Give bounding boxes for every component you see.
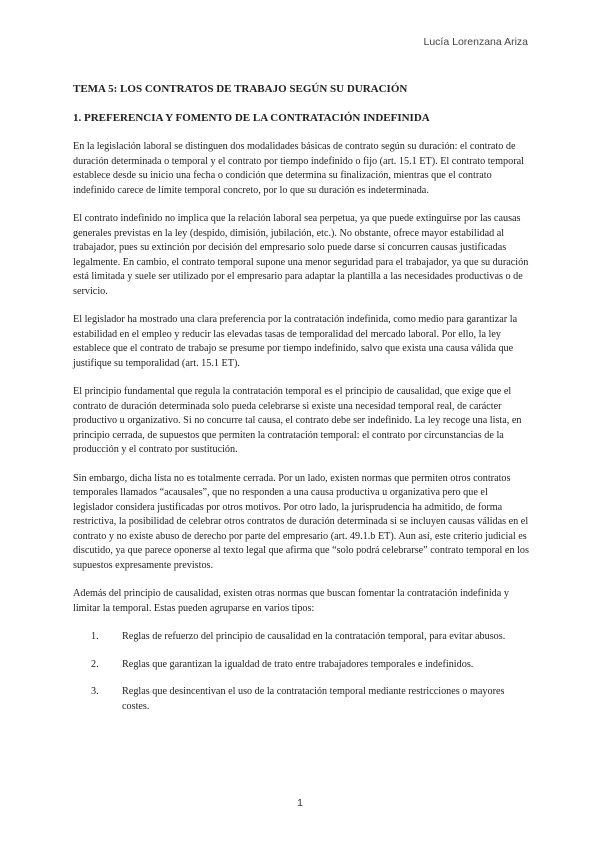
section-title: 1. PREFERENCIA Y FOMENTO DE LA CONTRATACIÓN INDEFINIDA [73,112,430,124]
list-item [73,658,529,673]
document-body [73,82,529,727]
header-author: Lucía Lorenzana Ariza [423,36,528,48]
list-item-number: 3. [91,686,99,697]
list-item [73,630,529,645]
numbered-list [73,630,529,714]
paragraph-1: En la legislación laboral se distinguen dos modalidades básicas de contrato según su duración: el contrato de duración determinada o temporal y el contrato por tiempo indefinido o fijo (art. 15.1 ET). El contrato temporal establece desde su inicio una fecha o condición que determina su finalización, mientras que el contrato indefinido carece de límite temporal concreto, por lo que su duración es indeterminada. [73,141,524,196]
paragraph-5: Sin embargo, dicha lista no es totalmente cerrada. Por un lado, existen normas que permiten otros contratos temporales llamados “acausales”, que no responden a una causa productiva u organizativa pero que el legislador considera justificadas por otros motivos. Por otro lado, la jurisprudencia ha admitido, de forma restrictiva, la posibilidad de celebrar otros contratos de duración determinada si se incluyen causas válidas en el contrato y no existe abuso de derecho por parte del empresario (art. 49.1.b ET). Aun así, este criterio judicial es discutido, ya que parece oponerse al texto legal que afirma que “solo podrá celebrarse” contrato temporal en los supuestos expresamente previstos. [73,472,529,571]
paragraph-6: Además del principio de causalidad, existen otras normas que buscan fomentar la contratación indefinida y limitar la temporal. Estas pueden agruparse en varios tipos: [73,588,509,614]
paragraph-4: El principio fundamental que regula la contratación temporal es el principio de causalidad, que exige que el contrato de duración determinada solo pueda celebrarse si existe una necesidad temporal real, de carácter productivo u organizativo. Si no concurre tal causa, el contrato debe ser indefinido. La ley recoge una lista, en principio cerrada, de supuestos que permiten la contratación temporal: el contrato por circunstancias de la producción y el contrato por sustitución. [73,386,522,455]
list-item-number: 2. [91,658,99,670]
list-item-text: Reglas que desincentivan el uso de la contratación temporal mediante restricciones o mayores costes. [122,686,505,712]
list-item-text: Reglas de refuerzo del principio de causalidad en la contratación temporal, para evitar abusos. [122,631,506,642]
list-item [73,685,529,714]
page-number: 1 [297,797,303,809]
list-item-number: 1. [91,631,99,642]
document-title: TEMA 5: LOS CONTRATOS DE TRABAJO SEGÚN SU DURACIÓN [73,83,408,95]
paragraph-2: El contrato indefinido no implica que la relación laboral sea perpetua, ya que puede extinguirse por las causas generales previstas en la ley (despido, dimisión, jubilación, etc.). No obstante, ofrece mayor estabilidad al trabajador, pues su extinción por decisión del empresario solo puede darse si concurren causas justificadas legalmente. En cambio, el contrato temporal supone una menor seguridad para el trabajador, ya que su duración está limitada y suele ser utilizado por el empresario para adaptar la plantilla a las necesidades productivas o de servicio. [73,213,529,297]
paragraph-3: El legislador ha mostrado una clara preferencia por la contratación indefinida, como medio para garantizar la estabilidad en el empleo y reducir las elevadas tasas de temporalidad del mercado laboral. Por ello, la ley establece que el contrato de trabajo se presume por tiempo indefinido, salvo que exista una causa válida que justifique su temporalidad (art. 15.1 ET). [73,314,518,369]
list-item-text: Reglas que garantizan la igualdad de trato entre trabajadores temporales e indefinidos. [122,658,474,670]
